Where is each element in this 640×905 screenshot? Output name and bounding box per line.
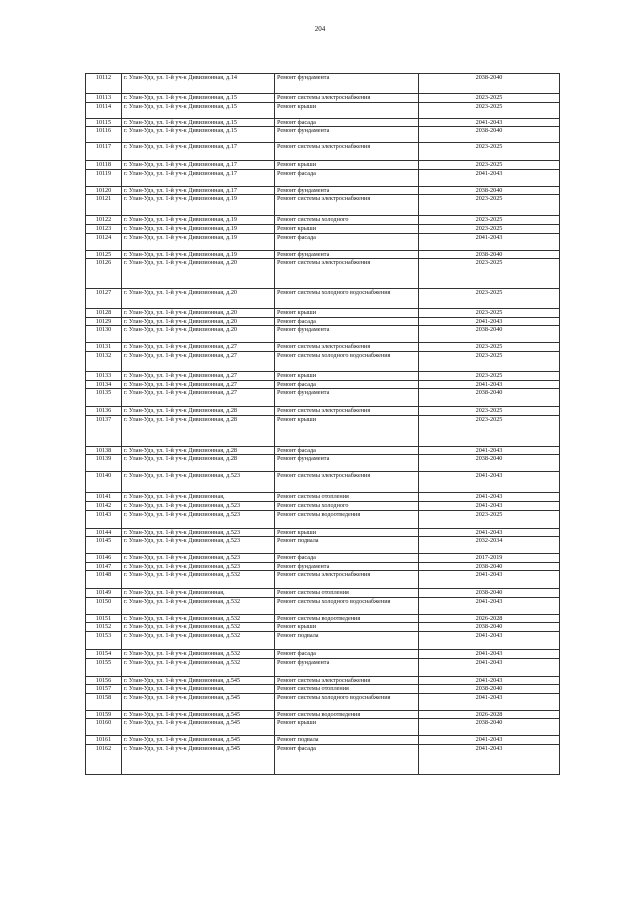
row-address-cell: г. Улан-Удэ, ул. 1-й уч-к Дивизионная, <box>122 685 275 694</box>
row-period-cell: 2038-2040 <box>419 186 560 195</box>
row-period-cell: 2038-2040 <box>419 562 560 571</box>
row-period-cell: 2041-2043 <box>419 571 560 589</box>
row-work-cell: Ремонт системы холодного водоснабжения <box>275 597 419 614</box>
table-row <box>86 94 560 103</box>
row-id-cell: 10152 <box>86 623 122 632</box>
row-address-cell: г. Улан-Удэ, ул. 1-й уч-к Дивизионная, д.20 <box>122 309 275 318</box>
row-period-cell: 2041-2043 <box>419 317 560 326</box>
row-id-cell: 10120 <box>86 186 122 195</box>
row-period-cell: 2023-2025 <box>419 309 560 318</box>
row-period-cell: 2023-2025 <box>419 216 560 225</box>
table-row <box>86 216 560 225</box>
row-address-cell: г. Улан-Удэ, ул. 1-й уч-к Дивизионная, д.19 <box>122 224 275 233</box>
row-id-cell: 10162 <box>86 745 122 775</box>
row-address-cell: г. Улан-Удэ, ул. 1-й уч-к Дивизионная, д.523 <box>122 537 275 554</box>
row-address-cell: г. Улан-Удэ, ул. 1-й уч-к Дивизионная, д.19 <box>122 233 275 250</box>
row-id-cell: 10136 <box>86 407 122 416</box>
row-work-cell: Ремонт системы электроснабжения <box>275 676 419 685</box>
row-address-cell: г. Улан-Удэ, ул. 1-й уч-к Дивизионная, д.27 <box>122 389 275 407</box>
row-id-cell: 10116 <box>86 127 122 143</box>
row-work-cell: Ремонт системы холодного водоснабжения <box>275 351 419 371</box>
row-work-cell: Ремонт системы электроснабжения <box>275 472 419 493</box>
row-work-cell: Ремонт системы холодного <box>275 216 419 225</box>
row-period-cell: 2041-2043 <box>419 632 560 650</box>
row-work-cell: Ремонт крыши <box>275 309 419 318</box>
table-row <box>86 614 560 623</box>
row-work-cell: Ремонт фундамента <box>275 74 419 94</box>
row-address-cell: г. Улан-Удэ, ул. 1-й уч-к Дивизионная, д.20 <box>122 326 275 343</box>
row-id-cell: 10128 <box>86 309 122 318</box>
row-address-cell: г. Улан-Удэ, ул. 1-й уч-к Дивизионная, д.27 <box>122 371 275 380</box>
table-row <box>86 259 560 289</box>
row-id-cell: 10147 <box>86 562 122 571</box>
row-id-cell: 10139 <box>86 455 122 472</box>
row-work-cell: Ремонт системы отопления <box>275 589 419 598</box>
row-period-cell: 2041-2043 <box>419 745 560 775</box>
row-address-cell: г. Улан-Удэ, ул. 1-й уч-к Дивизионная, д.17 <box>122 169 275 186</box>
table-row <box>86 597 560 614</box>
row-id-cell: 10115 <box>86 118 122 127</box>
table-row <box>86 326 560 343</box>
row-period-cell: 2026-2028 <box>419 614 560 623</box>
row-period-cell: 2038-2040 <box>419 589 560 598</box>
row-work-cell: Ремонт системы холодного водоснабжения <box>275 289 419 309</box>
table-row <box>86 343 560 352</box>
row-work-cell: Ремонт фундамента <box>275 658 419 676</box>
row-work-cell: Ремонт системы электроснабжения <box>275 259 419 289</box>
row-id-cell: 10146 <box>86 554 122 563</box>
row-period-cell: 2017-2019 <box>419 554 560 563</box>
row-work-cell: Ремонт системы водоотведения <box>275 510 419 528</box>
row-work-cell: Ремонт фасада <box>275 745 419 775</box>
row-id-cell: 10156 <box>86 676 122 685</box>
row-period-cell: 2041-2043 <box>419 118 560 127</box>
table-row <box>86 554 560 563</box>
row-address-cell: г. Улан-Удэ, ул. 1-й уч-к Дивизионная, д.532 <box>122 623 275 632</box>
row-address-cell: г. Улан-Удэ, ул. 1-й уч-к Дивизионная, д.545 <box>122 693 275 710</box>
row-work-cell: Ремонт фундамента <box>275 562 419 571</box>
row-period-cell: 2023-2025 <box>419 371 560 380</box>
table-row <box>86 118 560 127</box>
row-address-cell: г. Улан-Удэ, ул. 1-й уч-к Дивизионная, д.28 <box>122 407 275 416</box>
table-row <box>86 74 560 94</box>
row-address-cell: г. Улан-Удэ, ул. 1-й уч-к Дивизионная, д.532 <box>122 597 275 614</box>
row-work-cell: Ремонт фундамента <box>275 455 419 472</box>
row-address-cell: г. Улан-Удэ, ул. 1-й уч-к Дивизионная, д.27 <box>122 351 275 371</box>
row-work-cell: Ремонт фасада <box>275 650 419 659</box>
row-period-cell: 2041-2043 <box>419 472 560 493</box>
row-id-cell: 10151 <box>86 614 122 623</box>
row-address-cell: г. Улан-Удэ, ул. 1-й уч-к Дивизионная, д.28 <box>122 455 275 472</box>
row-address-cell: г. Улан-Удэ, ул. 1-й уч-к Дивизионная, д.532 <box>122 571 275 589</box>
row-period-cell: 2041-2043 <box>419 528 560 537</box>
row-id-cell: 10129 <box>86 317 122 326</box>
row-id-cell: 10119 <box>86 169 122 186</box>
row-period-cell: 2041-2043 <box>419 693 560 710</box>
row-address-cell: г. Улан-Удэ, ул. 1-й уч-к Дивизионная, д.28 <box>122 415 275 446</box>
row-period-cell: 2023-2025 <box>419 102 560 118</box>
table-row <box>86 658 560 676</box>
table-row <box>86 632 560 650</box>
row-address-cell: г. Улан-Удэ, ул. 1-й уч-к Дивизионная, д.523 <box>122 562 275 571</box>
row-work-cell: Ремонт системы отопления <box>275 685 419 694</box>
row-address-cell: г. Улан-Удэ, ул. 1-й уч-к Дивизионная, д.545 <box>122 719 275 736</box>
row-work-cell: Ремонт крыши <box>275 623 419 632</box>
table-row <box>86 446 560 455</box>
row-period-cell: 2023-2025 <box>419 343 560 352</box>
row-work-cell: Ремонт системы холодного <box>275 501 419 510</box>
row-work-cell: Ремонт крыши <box>275 528 419 537</box>
row-address-cell: г. Улан-Удэ, ул. 1-й уч-к Дивизионная, д.523 <box>122 501 275 510</box>
row-id-cell: 10158 <box>86 693 122 710</box>
row-id-cell: 10143 <box>86 510 122 528</box>
row-work-cell: Ремонт подвала <box>275 632 419 650</box>
row-period-cell: 2023-2025 <box>419 224 560 233</box>
row-id-cell: 10121 <box>86 195 122 216</box>
row-period-cell: 2041-2043 <box>419 650 560 659</box>
table-row <box>86 389 560 407</box>
table-row <box>86 351 560 371</box>
table-row <box>86 736 560 745</box>
row-id-cell: 10135 <box>86 389 122 407</box>
row-work-cell: Ремонт подвала <box>275 537 419 554</box>
table-row <box>86 371 560 380</box>
row-period-cell: 2023-2025 <box>419 195 560 216</box>
row-period-cell: 2038-2040 <box>419 326 560 343</box>
table-row <box>86 589 560 598</box>
row-id-cell: 10131 <box>86 343 122 352</box>
row-work-cell: Ремонт фасада <box>275 233 419 250</box>
row-period-cell: 2038-2040 <box>419 127 560 143</box>
row-id-cell: 10133 <box>86 371 122 380</box>
row-id-cell: 10114 <box>86 102 122 118</box>
row-address-cell: г. Улан-Удэ, ул. 1-й уч-к Дивизионная, д.15 <box>122 102 275 118</box>
row-period-cell: 2038-2040 <box>419 455 560 472</box>
row-work-cell: Ремонт фундамента <box>275 326 419 343</box>
row-address-cell: г. Улан-Удэ, ул. 1-й уч-к Дивизионная, д.545 <box>122 745 275 775</box>
row-period-cell: 2026-2028 <box>419 710 560 719</box>
row-period-cell: 2023-2025 <box>419 407 560 416</box>
row-address-cell: г. Улан-Удэ, ул. 1-й уч-к Дивизионная, д.545 <box>122 736 275 745</box>
table-row <box>86 161 560 170</box>
row-id-cell: 10138 <box>86 446 122 455</box>
row-id-cell: 10130 <box>86 326 122 343</box>
row-id-cell: 10140 <box>86 472 122 493</box>
row-period-cell: 2038-2040 <box>419 685 560 694</box>
row-id-cell: 10113 <box>86 94 122 103</box>
row-id-cell: 10150 <box>86 597 122 614</box>
row-id-cell: 10125 <box>86 250 122 259</box>
row-work-cell: Ремонт системы холодного водоснабжения <box>275 693 419 710</box>
table-row <box>86 719 560 736</box>
row-id-cell: 10117 <box>86 143 122 161</box>
row-work-cell: Ремонт системы электроснабжения <box>275 143 419 161</box>
row-id-cell: 10142 <box>86 501 122 510</box>
table-row <box>86 250 560 259</box>
table-row <box>86 676 560 685</box>
row-address-cell: г. Улан-Удэ, ул. 1-й уч-к Дивизионная, д.15 <box>122 118 275 127</box>
table-row <box>86 195 560 216</box>
row-work-cell: Ремонт крыши <box>275 224 419 233</box>
row-id-cell: 10159 <box>86 710 122 719</box>
row-address-cell: г. Улан-Удэ, ул. 1-й уч-к Дивизионная, д.15 <box>122 127 275 143</box>
row-work-cell: Ремонт крыши <box>275 102 419 118</box>
row-address-cell: г. Улан-Удэ, ул. 1-й уч-к Дивизионная, д.523 <box>122 510 275 528</box>
row-address-cell: г. Улан-Удэ, ул. 1-й уч-к Дивизионная, д.545 <box>122 710 275 719</box>
row-id-cell: 10153 <box>86 632 122 650</box>
table-row <box>86 186 560 195</box>
table-row <box>86 102 560 118</box>
row-work-cell: Ремонт системы электроснабжения <box>275 343 419 352</box>
row-address-cell: г. Улан-Удэ, ул. 1-й уч-к Дивизионная, д.19 <box>122 216 275 225</box>
table-row <box>86 472 560 493</box>
row-id-cell: 10132 <box>86 351 122 371</box>
table-row <box>86 685 560 694</box>
row-period-cell: 2038-2040 <box>419 389 560 407</box>
row-id-cell: 10141 <box>86 493 122 502</box>
row-work-cell: Ремонт системы водоотведения <box>275 710 419 719</box>
row-period-cell: 2041-2043 <box>419 493 560 502</box>
row-id-cell: 10124 <box>86 233 122 250</box>
row-period-cell: 2023-2025 <box>419 510 560 528</box>
repair-schedule-table <box>85 73 560 775</box>
row-address-cell: г. Улан-Удэ, ул. 1-й уч-к Дивизионная, д.27 <box>122 343 275 352</box>
row-work-cell: Ремонт системы электроснабжения <box>275 94 419 103</box>
row-work-cell: Ремонт крыши <box>275 371 419 380</box>
page-number: 204 <box>314 25 326 33</box>
table-row <box>86 693 560 710</box>
table-row <box>86 407 560 416</box>
row-address-cell: г. Улан-Удэ, ул. 1-й уч-к Дивизионная, д.532 <box>122 658 275 676</box>
table-row <box>86 537 560 554</box>
row-id-cell: 10123 <box>86 224 122 233</box>
table-row <box>86 127 560 143</box>
row-address-cell: г. Улан-Удэ, ул. 1-й уч-к Дивизионная, д.19 <box>122 250 275 259</box>
row-id-cell: 10160 <box>86 719 122 736</box>
table-row <box>86 528 560 537</box>
table-row <box>86 510 560 528</box>
row-address-cell: г. Улан-Удэ, ул. 1-й уч-к Дивизионная, д.14 <box>122 74 275 94</box>
table-row <box>86 493 560 502</box>
row-work-cell: Ремонт фундамента <box>275 250 419 259</box>
row-id-cell: 10154 <box>86 650 122 659</box>
row-period-cell: 2023-2025 <box>419 161 560 170</box>
row-period-cell: 2041-2043 <box>419 446 560 455</box>
row-address-cell: г. Улан-Удэ, ул. 1-й уч-к Дивизионная, д.545 <box>122 676 275 685</box>
row-work-cell: Ремонт фасада <box>275 554 419 563</box>
row-period-cell: 2023-2025 <box>419 143 560 161</box>
row-work-cell: Ремонт фасада <box>275 169 419 186</box>
table-row <box>86 224 560 233</box>
row-address-cell: г. Улан-Удэ, ул. 1-й уч-к Дивизионная, <box>122 493 275 502</box>
table-row <box>86 562 560 571</box>
row-period-cell: 2023-2025 <box>419 94 560 103</box>
row-work-cell: Ремонт системы электроснабжения <box>275 571 419 589</box>
table-row <box>86 623 560 632</box>
row-work-cell: Ремонт крыши <box>275 719 419 736</box>
row-id-cell: 10161 <box>86 736 122 745</box>
row-period-cell: 2023-2025 <box>419 289 560 309</box>
row-period-cell: 2041-2043 <box>419 233 560 250</box>
row-address-cell: г. Улан-Удэ, ул. 1-й уч-к Дивизионная, д.20 <box>122 317 275 326</box>
row-period-cell: 2041-2043 <box>419 501 560 510</box>
row-address-cell: г. Улан-Удэ, ул. 1-й уч-к Дивизионная, д.532 <box>122 614 275 623</box>
row-period-cell: 2041-2043 <box>419 169 560 186</box>
table-row <box>86 143 560 161</box>
row-work-cell: Ремонт фундамента <box>275 389 419 407</box>
row-period-cell: 2041-2043 <box>419 736 560 745</box>
row-id-cell: 10122 <box>86 216 122 225</box>
row-work-cell: Ремонт системы электроснабжения <box>275 195 419 216</box>
row-period-cell: 2032-2034 <box>419 537 560 554</box>
table-row <box>86 169 560 186</box>
row-id-cell: 10149 <box>86 589 122 598</box>
row-work-cell: Ремонт крыши <box>275 415 419 446</box>
row-period-cell: 2041-2043 <box>419 658 560 676</box>
row-work-cell: Ремонт фундамента <box>275 127 419 143</box>
table-row <box>86 233 560 250</box>
row-period-cell: 2038-2040 <box>419 623 560 632</box>
row-id-cell: 10118 <box>86 161 122 170</box>
row-work-cell: Ремонт фасада <box>275 118 419 127</box>
row-address-cell: г. Улан-Удэ, ул. 1-й уч-к Дивизионная, д.523 <box>122 472 275 493</box>
row-id-cell: 10112 <box>86 74 122 94</box>
row-id-cell: 10127 <box>86 289 122 309</box>
row-work-cell: Ремонт фундамента <box>275 186 419 195</box>
table-row <box>86 309 560 318</box>
row-address-cell: г. Улан-Удэ, ул. 1-й уч-к Дивизионная, <box>122 589 275 598</box>
row-period-cell: 2041-2043 <box>419 380 560 389</box>
row-id-cell: 10134 <box>86 380 122 389</box>
row-work-cell: Ремонт фасада <box>275 380 419 389</box>
row-address-cell: г. Улан-Удэ, ул. 1-й уч-к Дивизионная, д.27 <box>122 380 275 389</box>
row-address-cell: г. Улан-Удэ, ул. 1-й уч-к Дивизионная, д.20 <box>122 289 275 309</box>
row-address-cell: г. Улан-Удэ, ул. 1-й уч-к Дивизионная, д.19 <box>122 195 275 216</box>
row-address-cell: г. Улан-Удэ, ул. 1-й уч-к Дивизионная, д.532 <box>122 632 275 650</box>
row-work-cell: Ремонт фасада <box>275 446 419 455</box>
table-body <box>86 74 560 775</box>
row-work-cell: Ремонт фасада <box>275 317 419 326</box>
row-work-cell: Ремонт системы водоотведения <box>275 614 419 623</box>
row-address-cell: г. Улан-Удэ, ул. 1-й уч-к Дивизионная, д.523 <box>122 554 275 563</box>
row-period-cell: 2038-2040 <box>419 719 560 736</box>
table-row <box>86 455 560 472</box>
row-id-cell: 10137 <box>86 415 122 446</box>
row-id-cell: 10126 <box>86 259 122 289</box>
row-period-cell: 2023-2025 <box>419 351 560 371</box>
row-id-cell: 10155 <box>86 658 122 676</box>
row-work-cell: Ремонт крыши <box>275 161 419 170</box>
row-period-cell: 2041-2043 <box>419 597 560 614</box>
row-address-cell: г. Улан-Удэ, ул. 1-й уч-к Дивизионная, д.523 <box>122 528 275 537</box>
table-row <box>86 289 560 309</box>
table-row <box>86 745 560 775</box>
row-period-cell: 2041-2043 <box>419 676 560 685</box>
row-address-cell: г. Улан-Удэ, ул. 1-й уч-к Дивизионная, д.17 <box>122 161 275 170</box>
row-work-cell: Ремонт подвала <box>275 736 419 745</box>
row-address-cell: г. Улан-Удэ, ул. 1-й уч-к Дивизионная, д.17 <box>122 143 275 161</box>
row-work-cell: Ремонт системы отопления <box>275 493 419 502</box>
row-address-cell: г. Улан-Удэ, ул. 1-й уч-к Дивизионная, д.532 <box>122 650 275 659</box>
row-id-cell: 10148 <box>86 571 122 589</box>
table-row <box>86 650 560 659</box>
table-row <box>86 380 560 389</box>
row-period-cell: 2038-2040 <box>419 250 560 259</box>
table-row <box>86 501 560 510</box>
row-id-cell: 10144 <box>86 528 122 537</box>
row-address-cell: г. Улан-Удэ, ул. 1-й уч-к Дивизионная, д.15 <box>122 94 275 103</box>
row-address-cell: г. Улан-Удэ, ул. 1-й уч-к Дивизионная, д.20 <box>122 259 275 289</box>
row-id-cell: 10157 <box>86 685 122 694</box>
table-row <box>86 415 560 446</box>
row-period-cell: 2023-2025 <box>419 259 560 289</box>
table-row <box>86 571 560 589</box>
table-row <box>86 317 560 326</box>
row-address-cell: г. Улан-Удэ, ул. 1-й уч-к Дивизионная, д.17 <box>122 186 275 195</box>
row-id-cell: 10145 <box>86 537 122 554</box>
row-period-cell: 2038-2040 <box>419 74 560 94</box>
table-row <box>86 710 560 719</box>
row-address-cell: г. Улан-Удэ, ул. 1-й уч-к Дивизионная, д.28 <box>122 446 275 455</box>
row-period-cell: 2023-2025 <box>419 415 560 446</box>
row-work-cell: Ремонт системы электроснабжения <box>275 407 419 416</box>
